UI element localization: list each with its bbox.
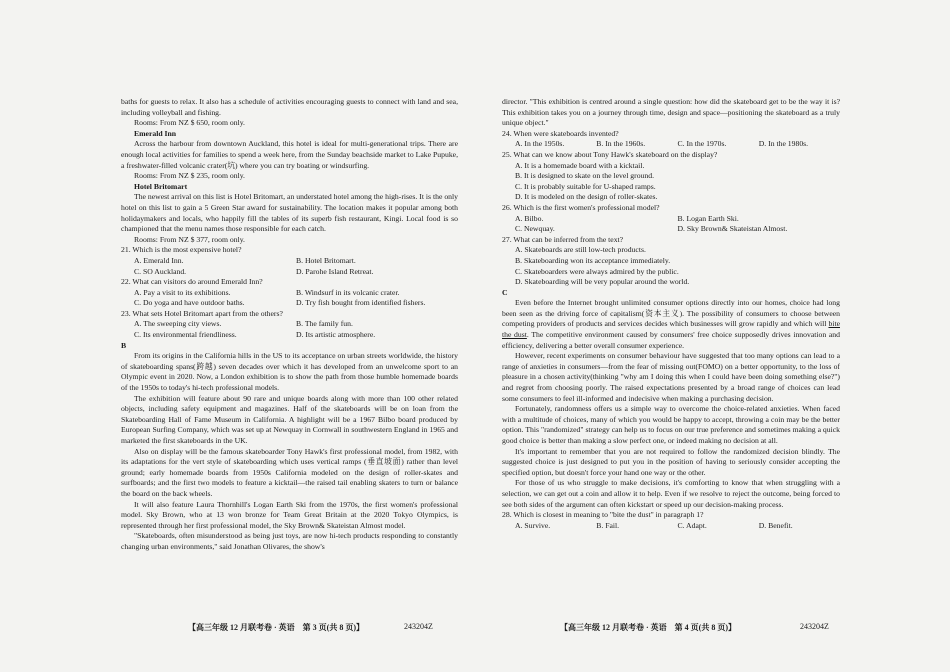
option: D. It is modeled on the design of roller-skates. [515, 192, 658, 202]
option: C. It is probably suitable for U-shaped ramps. [515, 181, 656, 191]
option: A. Emerald Inn. [134, 255, 184, 265]
option: B. It is designed to skate on the level ground. [515, 171, 654, 181]
option: B. Fail. [596, 520, 620, 530]
page-3-footer: 【高三年级 12 月联考卷 · 英语 第 3 页(共 8 页)】 [188, 623, 364, 632]
emerald-inn-text: Across the harbour from downtown Auckland, this hotel is ideal for multi-generational trips. There are enough local activities for families to spend a week here, from the Sunday beachside market to Lake Pupuke, a freshwater-filled volcanic crater(坑) where you can try boating or windsurfing. [121, 139, 458, 170]
option: B. In the 1960s. [596, 139, 646, 149]
paragraph-text: Even before the Internet brought unlimited consumer options directly into our homes, choice had long been seen as the driving force of capitalism(资本主义). The possibility of consumers to choose between competing providers of products and services decides which businesses will grow rapidly and which will [502, 298, 840, 329]
question-23: 23. What sets Hotel Britomart apart from the others? [121, 308, 283, 318]
passage-b-paragraph-1: From its origins in the California hills in the US to its acceptance on urban streets worldwide, the history of skateboarding spans(跨越) seven decades over which it has developed from an unwelcome sport to an Olympic event in 2020. Now, a London exhibition is to show the path from those humble homemade boards of the 1950s to today's hi-tech professional models. [121, 351, 458, 393]
rooms-price-2: Rooms: From NZ $ 235, room only. [134, 171, 245, 181]
option: C. Its environmental friendliness. [134, 330, 237, 340]
section-c-heading: C [502, 287, 508, 297]
option: A. In the 1950s. [515, 139, 565, 149]
option: B. Windsurf in its volcanic crater. [296, 287, 400, 297]
question-25: 25. What can we know about Tony Hawk's skateboard on the display? [502, 149, 718, 159]
passage-c-paragraph-5: For those of us who struggle to make decisions, it's comforting to know that when struggling with a selection, we can get out a coin and allow it to help. Even if we resolve to reject the outcome, being forced to see both sides of the argument can often kickstart or speed up our decision-making process. [502, 478, 840, 509]
option: D. Its artistic atmosphere. [296, 330, 376, 340]
option: A. Survive. [515, 520, 551, 530]
passage-c-paragraph-4: It's important to remember that you are not required to follow the randomized decision blindly. The suggested choice is just designed to put you in the position of having to seriously consider accepting the specified option, but doesn't force your hand one way or the other. [502, 446, 840, 477]
option: D. Skateboarding will be very popular around the world. [515, 277, 690, 287]
question-21: 21. Which is the most expensive hotel? [121, 245, 242, 255]
question-24-options [502, 139, 840, 150]
question-25-options [502, 161, 840, 203]
option: C. Skateboarders were always admired by the public. [515, 266, 679, 276]
passage-c-paragraph-1 [502, 298, 840, 351]
question-26-options [502, 214, 840, 235]
option: C. SO Auckland. [134, 266, 187, 276]
option: C. Adapt. [677, 520, 707, 530]
option: B. Skateboarding won its acceptance immediately. [515, 255, 671, 265]
paragraph-text: . The competitive environment caused by consumers' free choice supposedly drives innovation and efficiency, delivering a better overall consumer experience. [502, 330, 840, 350]
passage-c-paragraph-2: However, recent experiments on consumer behaviour have suggested that too many options can lead to a range of anxieties in consumers—from the fear of missing out(FOMO) on a better opportunity, to the loss of pleasure in a chosen activity(thinking "why am I doing this when I could have been doing something else?") and regret from choosing poorly. The raised expectations presented by a broad range of choices can lead some consumers to feel ill-informed and indecisive when making a purchasing decision. [502, 351, 840, 403]
option: D. Benefit. [758, 520, 793, 530]
underlined-phrase: bite the dust [502, 319, 840, 340]
section-b-heading: B [121, 340, 127, 350]
option: A. The sweeping city views. [134, 319, 222, 329]
hotel-britomart-text: The newest arrival on this list is Hotel Britomart, an understated hotel among the high-rises. It is the only hotel on this list to gain a 5 Green Star award for sustainability. The location makes it popular among both holidaymakers and locals, who happily fill the tables of its superb fish restaurant, Kingi. Local food is so championed that the menu names those responsible for each catch. [121, 192, 458, 234]
question-24: 24. When were skateboards invented? [502, 128, 619, 138]
passage-b-paragraph-3: Also on display will be the famous skateboarder Tony Hawk's first professional model, from 1982, with its adaptations for the vert style of skateboarding which uses vertical ramps (垂直坡面) rather than level ground; early homemade boards from 1950s California modeled on the design of roller-skates and surfboards; and the first two models to feature a kicktail—the raised tail enabling skaters to turn or balance the board on the back wheels. [121, 446, 458, 498]
question-23-options [121, 319, 458, 340]
option: A. Skateboards are still low-tech products. [515, 245, 646, 255]
option: B. The family fun. [296, 319, 353, 329]
question-27-options [502, 245, 840, 287]
rooms-price-1: Rooms: From NZ $ 650, room only. [134, 118, 245, 128]
hotel-britomart-heading: Hotel Britomart [134, 181, 188, 191]
page-4-code: 243204Z [800, 622, 829, 631]
option: D. Try fish bought from identified fishers. [296, 298, 426, 308]
page-4-footer: 【高三年级 12 月联考卷 · 英语 第 4 页(共 8 页)】 [560, 623, 736, 632]
emerald-inn-heading: Emerald Inn [134, 128, 177, 138]
option: A. Pay a visit to its exhibitions. [134, 287, 231, 297]
option: B. Logan Earth Ski. [677, 213, 739, 223]
hotel-intro-tail: baths for guests to relax. It also has a schedule of activities encouraging guests to connect with land and sea, including volleyball and fishing. [121, 97, 458, 117]
option: A. It is a homemade board with a kicktail. [515, 160, 645, 170]
option: B. Hotel Britomart. [296, 255, 356, 265]
passage-b-paragraph-5: "Skateboards, often misunderstood as being just toys, are now hi-tech products responding to constantly changing urban environments," said Jonathan Olivares, the show's [121, 531, 458, 551]
page-3-code: 243204Z [404, 622, 433, 631]
question-22-options [121, 288, 458, 309]
option: C. In the 1970s. [677, 139, 727, 149]
passage-b-paragraph-2: The exhibition will feature about 90 rare and unique boards along with more than 100 other related objects, including safety equipment and magazines. Half of the skateboards will be on loan from the Skateboarding Hall of Fame Museum in California. A highlight will be a 1967 Bilbo board produced by European Surfing Company, which was set up at Newquay in Cornwall in southwestern England in 1965 and marketed the first skateboards in the UK. [121, 393, 458, 445]
question-28-options [502, 521, 840, 532]
option: D. Parohe Island Retreat. [296, 266, 374, 276]
page-3-column [121, 97, 458, 553]
option: C. Do yoga and have outdoor baths. [134, 298, 245, 308]
rooms-price-3: Rooms: From NZ $ 377, room only. [134, 234, 245, 244]
passage-b-tail: director. "This exhibition is centred around a single question: how did the skateboard get to be the way it is? This exhibition takes you on a journey through time, design and space—positioning the skateboard as a truly unique object." [502, 97, 840, 128]
page-4-column [502, 97, 840, 531]
passage-c-paragraph-3: Fortunately, randomness offers us a simple way to overcome the choice-related anxieties. When faced with a multitude of choices, many of which you would be happy to accept, throwing a coin may be the better option. This "randomized" strategy can help us to focus on our true preference and sometimes making a quick good choice is better than making a slow perfect one, or indeed making no decision at all. [502, 404, 840, 445]
question-26: 26. Which is the first women's professional model? [502, 202, 660, 212]
option: A. Bilbo. [515, 213, 544, 223]
passage-b-paragraph-4: It will also feature Laura Thornhill's Logan Earth Ski from the 1970s, the first women's professional model. Sky Brown, who at 13 won bronze for Team Great Britain at the 2020 Tokyo Olympics, is represented through her first professional model, the Sky Brown& Skateistan Almost model. [121, 499, 458, 530]
option: D. In the 1980s. [758, 139, 809, 149]
option: C. Newquay. [515, 224, 555, 234]
question-21-options [121, 256, 458, 277]
question-28: 28. Which is closest in meaning to "bite the dust" in paragraph 1? [502, 510, 704, 520]
question-22: 22. What can visitors do around Emerald Inn? [121, 277, 263, 287]
question-27: 27. What can be inferred from the text? [502, 234, 624, 244]
option: D. Sky Brown& Skateistan Almost. [677, 224, 788, 234]
